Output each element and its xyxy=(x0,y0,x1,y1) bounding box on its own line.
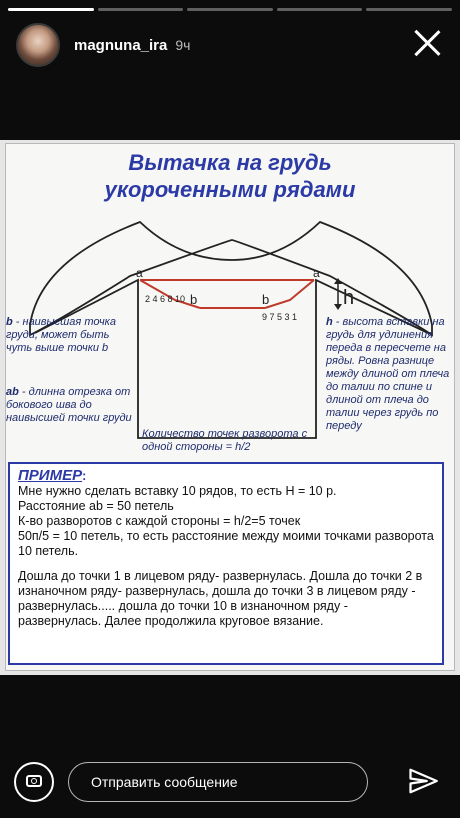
points-right: 9 7 5 3 1 xyxy=(262,312,298,322)
example-gap xyxy=(18,559,434,569)
story-image xyxy=(0,140,460,675)
avatar[interactable] xyxy=(16,23,60,67)
note-turns: Количество точек разворота с одной стороны = h/2 xyxy=(142,428,308,453)
example-line3: К-во разворотов с каждой стороны = h/2=5 точек xyxy=(18,514,301,528)
example-line2: Расстояние ab = 50 петель xyxy=(18,499,174,513)
points-left: 2 4 6 8 10 xyxy=(145,294,186,304)
close-icon[interactable] xyxy=(412,28,442,58)
note-ab-text: - длинна отрезка от бокового шва до наивысшей точки груди xyxy=(6,386,132,424)
progress-segment xyxy=(187,8,273,11)
note-b xyxy=(6,316,134,355)
note-h-text: - высота вставки на грудь для удлинения переда в пересчете на ряды. Ровна разнице между длиной от плеча до талии по спине и длиной от плеча до талии через грудь по переду xyxy=(326,316,450,432)
example-box xyxy=(8,462,444,665)
example-line1: Мне нужно сделать вставку 10 рядов, то есть H = 10 р. xyxy=(18,484,337,498)
example-header xyxy=(18,468,434,484)
camera-icon[interactable] xyxy=(14,762,54,802)
story-header xyxy=(10,20,450,70)
example-colon: : xyxy=(82,469,87,483)
diagram-title-line1: Вытачка на грудь xyxy=(128,150,332,175)
reply-input[interactable]: Отправить сообщение xyxy=(68,762,368,802)
note-b-text: - наивысшая точка груди, может быть чуть выше точки b xyxy=(6,316,116,354)
story-progress xyxy=(8,8,452,11)
note-h xyxy=(326,316,454,433)
note-ab xyxy=(6,386,136,425)
send-icon[interactable] xyxy=(408,766,438,796)
progress-segment xyxy=(366,8,452,11)
note-h-key: h xyxy=(326,316,333,328)
example-title: ПРИМЕР xyxy=(18,467,83,484)
post-time: 9ч xyxy=(175,37,191,53)
note-ab-key: ab xyxy=(6,386,19,398)
point-b-right: b xyxy=(262,292,270,307)
dart-line-right xyxy=(265,280,314,308)
progress-segment xyxy=(277,8,363,11)
point-a-right: a xyxy=(313,266,320,280)
point-a-left: a xyxy=(136,266,143,280)
reply-bar xyxy=(0,750,460,818)
example-line4: 50п/5 = 10 петель, то есть расстояние между моими точками разворота 10 петель. xyxy=(18,529,434,558)
h-arrow-head-bottom xyxy=(334,304,342,310)
example-line5: Дошла до точки 1 в лицевом ряду- развернулась. Дошла до точки 2 в изнаночном ряду- развернулась, дошла до точки 3 в лицевом ряду - развернулась..... дошла до точки 10 в изнаночном ряду - развернулась. Далее продолжила круговое вязание. xyxy=(18,569,423,628)
progress-segment-active xyxy=(8,8,94,11)
point-b-left: b xyxy=(190,292,198,307)
progress-segment xyxy=(98,8,184,11)
username[interactable]: magnuna_ira xyxy=(74,36,168,54)
note-b-key: b xyxy=(6,316,13,328)
diagram-title-line2: укороченными рядами xyxy=(104,177,356,202)
h-label: h xyxy=(343,287,355,309)
